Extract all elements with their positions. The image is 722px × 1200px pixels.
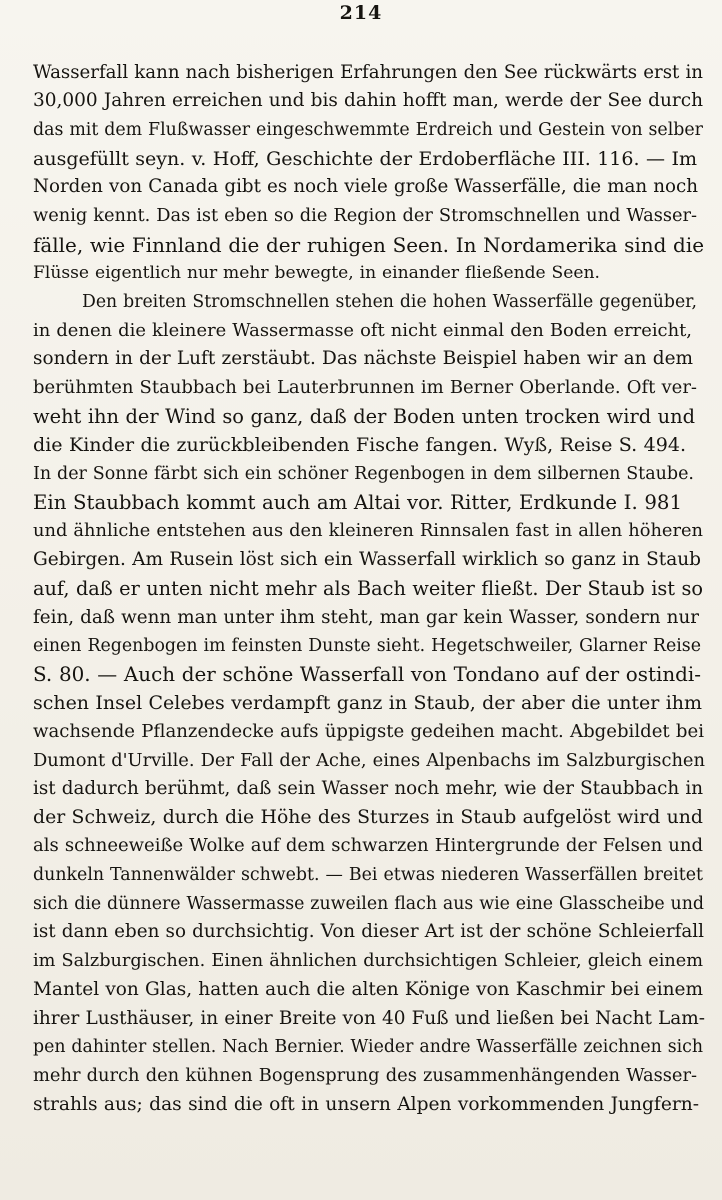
text-line: mehr durch den kühnen Bogensprung des zusammenhängenden Wasser- (33, 1065, 697, 1086)
text-line: das mit dem Flußwasser eingeschwemmte Erdreich und Gestein von selber (33, 120, 703, 140)
text-line: berühmten Staubbach bei Lauterbrunnen im Berner Oberlande. Oft ver- (33, 377, 697, 398)
text-line: Norden von Canada gibt es noch viele große Wasserfälle, die man noch (33, 176, 698, 197)
text-line: Den breiten Stromschnellen stehen die hohen Wasserfälle gegenüber, (82, 292, 697, 312)
text-line: schen Insel Celebes verdampft ganz in Staub, der aber die unter ihm (33, 692, 702, 714)
text-line: weht ihn der Wind so ganz, daß der Boden unten trocken wird und (33, 405, 695, 428)
text-line: fein, daß wenn man unter ihm steht, man gar kein Wasser, sondern nur (33, 607, 699, 628)
text-line: Dumont d'Urville. Der Fall der Ache, eines Alpenbachs im Salzburgischen (33, 750, 705, 771)
text-line: sich die dünnere Wassermasse zuweilen flach aus wie eine Glasscheibe und (33, 894, 704, 914)
text-line: ausgefüllt seyn. v. Hoff, Geschichte der Erdoberfläche III. 116. — Im (33, 148, 697, 170)
text-line: ist dann eben so durchsichtig. Von dieser Art ist der schöne Schleierfall (33, 921, 704, 942)
text-line: strahls aus; das sind die oft in unsern Alpen vorkommenden Jungfern- (33, 1094, 699, 1115)
text-line: In der Sonne färbt sich ein schöner Regenbogen in dem silbernen Staube. (33, 464, 694, 484)
text-line: Ein Staubbach kommt auch am Altai vor. Ritter, Erdkunde I. 981 (33, 491, 682, 514)
text-line: wachsende Pflanzendecke aufs üppigste gedeihen macht. Abgebildet bei (33, 721, 704, 742)
text-line: ist dadurch berühmt, daß sein Wasser noch mehr, wie der Staubbach in (33, 778, 703, 799)
text-line: als schneeweiße Wolke auf dem schwarzen Hintergrunde der Felsen und (33, 835, 703, 856)
text-line: einen Regenbogen im feinsten Dunste sieht. Hegetschweiler, Glarner Reise (33, 636, 701, 656)
text-line: in denen die kleinere Wassermasse oft nicht einmal den Boden erreicht, (33, 320, 692, 341)
text-line: und ähnliche entstehen aus den kleineren Rinnsalen fast in allen höheren (33, 520, 703, 541)
text-line: im Salzburgischen. Einen ähnlichen durchsichtigen Schleier, gleich einem (33, 951, 703, 971)
text-line: auf, daß er unten nicht mehr als Bach weiter fließt. Der Staub ist so (33, 577, 703, 600)
text-line: wenig kennt. Das ist eben so die Region der Stromschnellen und Wasser- (33, 205, 697, 226)
text-line: Flüsse eigentlich nur mehr bewegte, in einander fließende Seen. (33, 263, 600, 283)
text-line: ihrer Lusthäuser, in einer Breite von 40 Fuß und ließen bei Nacht Lam- (33, 1008, 705, 1029)
text-line: sondern in der Luft zerstäubt. Das nächste Beispiel haben wir an dem (33, 348, 693, 369)
text-line: Gebirgen. Am Rusein löst sich ein Wasserfall wirklich so ganz in Staub (33, 549, 701, 570)
text-line: der Schweiz, durch die Höhe des Sturzes in Staub aufgelöst wird und (33, 807, 703, 828)
text-line: die Kinder die zurückbleibenden Fische fangen. Wyß, Reise S. 494. (33, 434, 686, 456)
text-line: pen dahinter stellen. Nach Bernier. Wieder andre Wasserfälle zeichnen sich (33, 1037, 703, 1057)
text-line: fälle, wie Finnland die der ruhigen Seen. In Nordamerika sind die (33, 233, 704, 257)
page-number: 214 (339, 2, 383, 24)
text-line: Wasserfall kann nach bisherigen Erfahrungen den See rückwärts erst in (33, 62, 703, 83)
text-line: 30,000 Jahren erreichen und bis dahin hofft man, werde der See durch (33, 90, 703, 111)
text-line: S. 80. — Auch der schöne Wasserfall von Tondano auf der ostindi- (33, 663, 701, 686)
text-line: dunkeln Tannenwälder schwebt. — Bei etwas niederen Wasserfällen breitet (33, 865, 703, 885)
text-line: Mantel von Glas, hatten auch die alten Könige von Kaschmir bei einem (33, 979, 703, 1000)
